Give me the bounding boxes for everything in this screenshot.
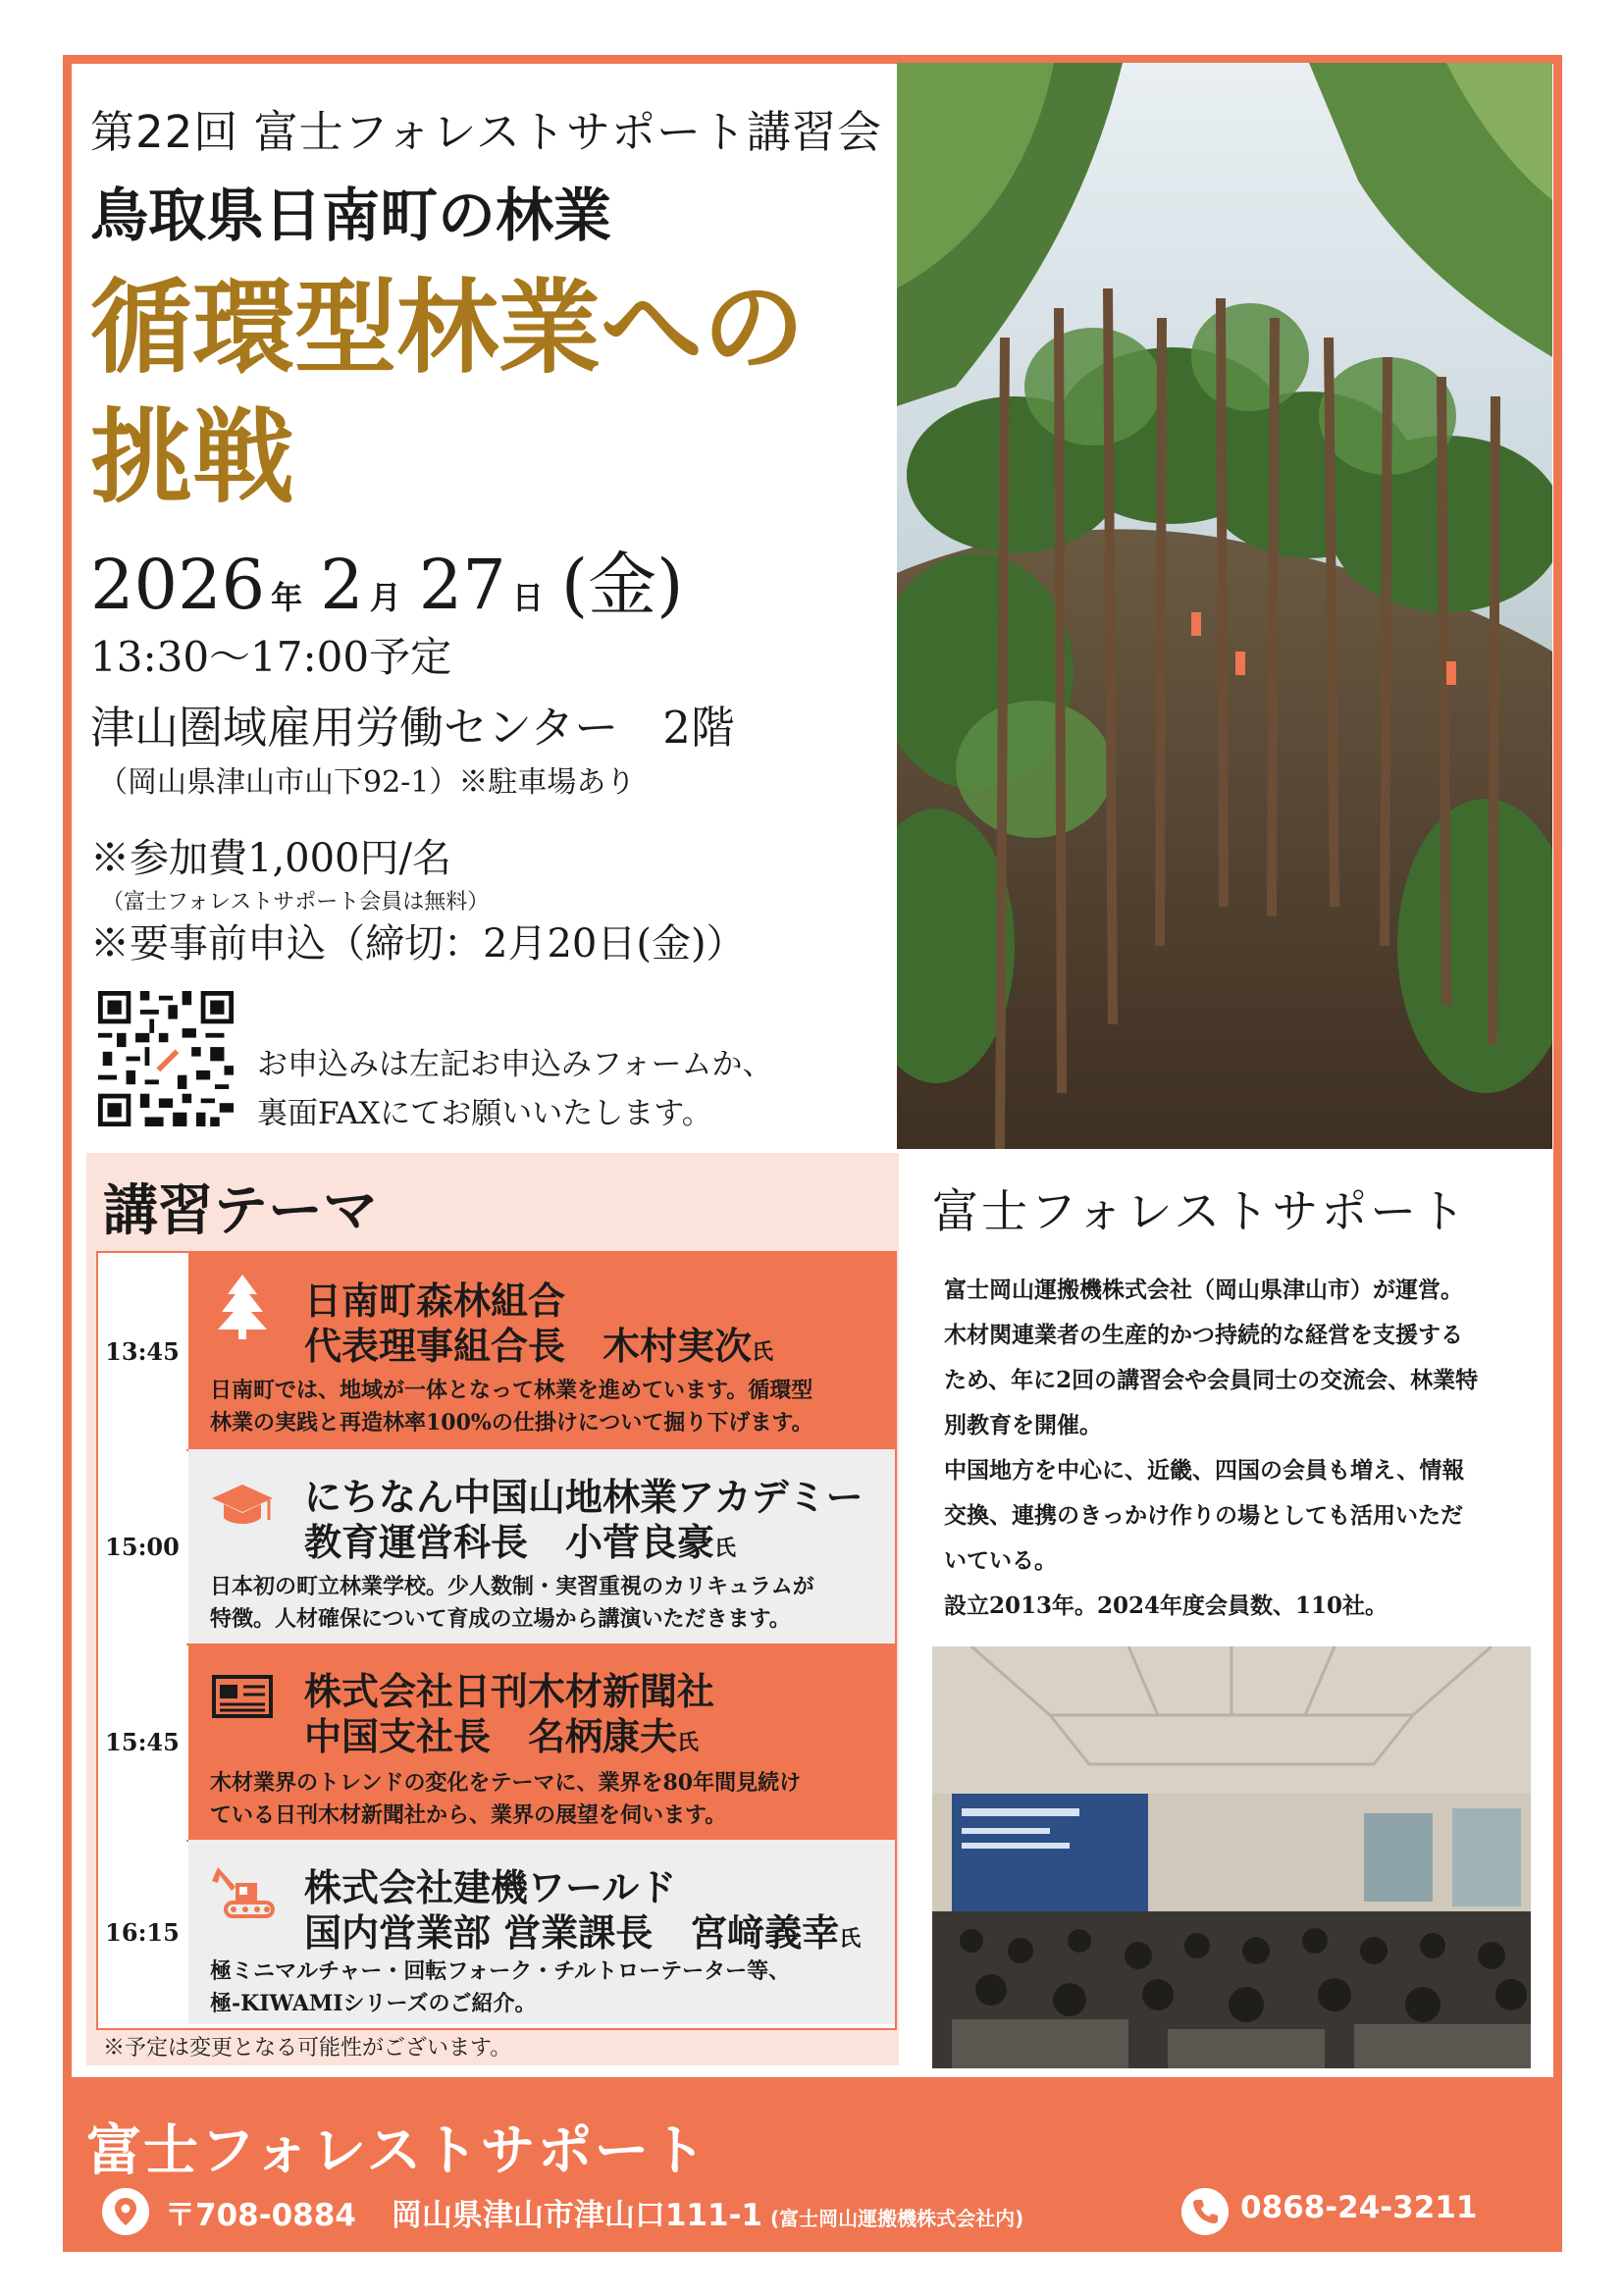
org-name: 株式会社日刊木材新聞社 — [304, 1670, 715, 1713]
phone-icon — [1181, 2188, 1229, 2235]
desc-line-1: 極ミニマルチャー・回転フォーク・チルトローテーター等、 — [210, 1958, 791, 1984]
row-time: 15:45 — [98, 1644, 186, 1840]
org-title: 富士フォレストサポート — [932, 1185, 1469, 1239]
date-month: 2 — [320, 545, 364, 625]
org-desc-line: ため、年に2回の講習会や会員同士の交流会、林業特 — [944, 1367, 1479, 1393]
row-description — [210, 1571, 887, 1636]
desc-line-1: 日南町では、地域が一体となって林業を進めています。循環型 — [210, 1378, 813, 1403]
row-description — [210, 1375, 887, 1439]
org-description — [944, 1268, 1533, 1629]
speaker-name: 中国支社長 名柄康夫 — [304, 1715, 678, 1758]
apply-line-1: お申込みは左記お申込みフォームか、 — [257, 1047, 773, 1082]
speaker-line — [304, 1324, 773, 1376]
row-time: 15:00 — [98, 1449, 186, 1644]
tree-icon — [208, 1271, 277, 1339]
honorific: 氏 — [714, 1537, 737, 1561]
venue-address: （岡山県津山市山下92-1）※駐車場あり — [98, 765, 636, 800]
org-desc-line: 交換、連携のきっかけ作りの場としても活用いただ — [944, 1502, 1463, 1529]
seminar-photo — [932, 1646, 1531, 2068]
desc-line-2: ている日刊木材新聞社から、業界の展望を伺います。 — [210, 1802, 727, 1828]
event-venue: 津山圏域雇用労働センター 2階 — [90, 702, 735, 754]
graduation-cap-icon — [208, 1467, 277, 1536]
date-day: 27 — [418, 545, 506, 625]
org-desc-line: 別教育を開催。 — [944, 1412, 1102, 1438]
speaker-name: 代表理事組合長 木村実次 — [304, 1325, 753, 1368]
street-address: 岡山県津山市津山口111-1 — [391, 2198, 763, 2233]
date-year-unit: 年 — [271, 579, 303, 616]
honorific: 氏 — [752, 1340, 774, 1365]
schedule-row — [98, 1253, 895, 1449]
apply-instructions — [257, 1040, 772, 1138]
speaker-line — [304, 1520, 864, 1572]
participation-fee: ※参加費1,000円/名 — [90, 836, 451, 881]
fee-note: （富士フォレストサポート会員は無料） — [102, 890, 490, 914]
date-year: 2026 — [90, 545, 266, 625]
forest-photo — [897, 63, 1552, 1149]
speaker-name: 国内営業部 営業課長 宮﨑義幸 — [304, 1911, 840, 1955]
org-desc-line: 木材関連業者の生産的かつ持続的な経営を支援する — [944, 1322, 1463, 1348]
row-description — [210, 1956, 887, 2020]
date-month-unit: 月 — [369, 579, 401, 616]
speaker-name: 教育運営科長 小菅良豪 — [304, 1521, 715, 1564]
desc-line-2: 極-KIWAMIシリーズのご紹介。 — [210, 1991, 537, 2016]
newspaper-icon — [208, 1661, 277, 1730]
footer-address — [165, 2190, 1023, 2234]
row-org — [304, 1865, 861, 1962]
date-weekday: (金) — [560, 545, 684, 625]
postal-code: 〒708-0884 — [165, 2198, 356, 2233]
org-desc-line: いている。 — [944, 1547, 1057, 1574]
schedule-row — [98, 1449, 895, 1644]
honorific: 氏 — [677, 1731, 700, 1755]
row-time: 16:15 — [98, 1840, 186, 2024]
row-org — [304, 1669, 714, 1766]
schedule-row — [98, 1840, 895, 2024]
speaker-line — [304, 1714, 714, 1766]
application-deadline: ※要事前申込（締切：2月20日(金)） — [90, 921, 746, 966]
qr-code-icon[interactable] — [98, 991, 234, 1126]
schedule-table — [96, 1251, 897, 2030]
org-name: にちなん中国山地林業アカデミー — [304, 1476, 864, 1519]
org-desc-line: 富士岡山運搬機株式会社（岡山県津山市）が運営。 — [944, 1277, 1463, 1303]
desc-line-2: 林業の実践と再造林率100%の仕掛けについて掘り下げます。 — [210, 1410, 813, 1435]
org-name: 株式会社建機ワールド — [304, 1866, 677, 1909]
series-title: 第22回 富士フォレストサポート講習会 — [90, 106, 882, 158]
desc-line-1: 木材業界のトレンドの変化をテーマに、業界を80年間見続け — [210, 1770, 802, 1796]
region-title: 鳥取県日南町の林業 — [90, 182, 612, 249]
honorific: 氏 — [839, 1927, 862, 1952]
excavator-icon — [208, 1857, 277, 1926]
row-time: 13:45 — [98, 1253, 186, 1449]
address-sub: (富士岡山運搬機株式会社内) — [770, 2207, 1024, 2230]
row-body — [188, 1253, 895, 1449]
themes-title: 講習テーマ — [103, 1179, 378, 1243]
location-pin-icon — [102, 2188, 149, 2235]
date-day-unit: 日 — [511, 579, 544, 616]
org-desc-line: 設立2013年。2024年度会員数、110社。 — [944, 1592, 1388, 1619]
row-description — [210, 1767, 887, 1832]
footer-title: 富士フォレストサポート — [86, 2119, 708, 2183]
main-title — [90, 263, 875, 522]
row-body — [188, 1840, 895, 2024]
schedule-row — [98, 1644, 895, 1840]
main-title-line2: 挑戦 — [90, 396, 295, 517]
row-org — [304, 1475, 864, 1572]
event-time: 13:30～17:00予定 — [90, 633, 452, 681]
org-name: 日南町森林組合 — [304, 1279, 566, 1323]
org-desc-line: 中国地方を中心に、近畿、四国の会員も増え、情報 — [944, 1457, 1465, 1484]
row-body — [188, 1449, 895, 1644]
desc-line-2: 特徴。人材確保について育成の立場から講演いただきます。 — [210, 1606, 791, 1632]
row-org — [304, 1278, 773, 1376]
event-date — [90, 530, 683, 629]
desc-line-1: 日本初の町立林業学校。少人数制・実習重視のカリキュラムが — [210, 1574, 814, 1599]
apply-line-2: 裏面FAXにてお願いいたします。 — [257, 1096, 712, 1131]
phone-number[interactable]: 0868-24-3211 — [1240, 2190, 1478, 2225]
schedule-change-note: ※予定は変更となる可能性がございます。 — [103, 2036, 512, 2061]
main-title-line1: 循環型林業への — [90, 267, 806, 388]
row-body — [188, 1644, 895, 1840]
